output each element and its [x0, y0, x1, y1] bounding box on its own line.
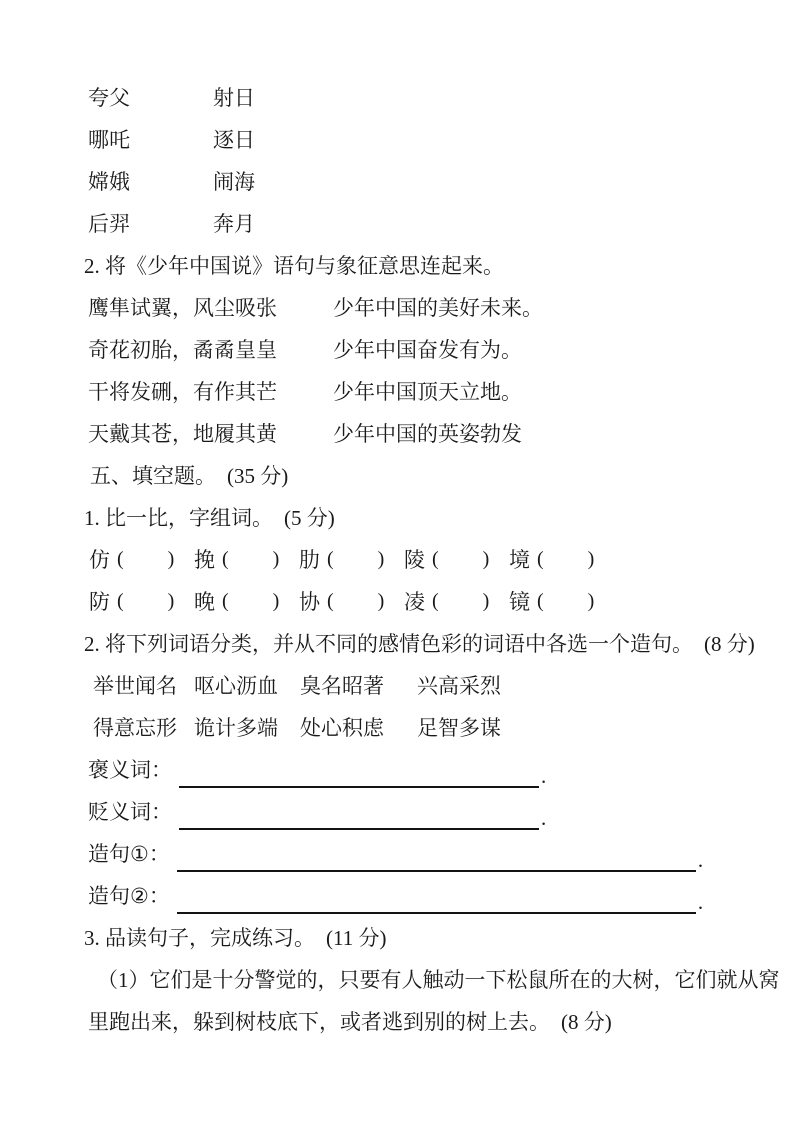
paren-close: ): [272, 589, 280, 612]
paren-close: ): [482, 547, 490, 570]
paren-open: (: [222, 547, 229, 570]
q3-pindu-score: (11 分): [326, 926, 387, 950]
q3-item1-line2: [0, 1000, 793, 1042]
paren-open: (: [432, 589, 439, 612]
paren-close: ): [377, 547, 385, 570]
zuci-char: 境: [509, 548, 530, 572]
q1-zuci-title: 1. 比一比，字组词。: [84, 506, 273, 530]
blank-row-zaoju2: [0, 874, 793, 916]
zuci-cell: [299, 586, 404, 616]
q3-pindu-title-row: [0, 916, 793, 958]
q2-fenlei-title: 2. 将下列词语分类，并从不同的感情色彩的词语中各选一个造句。: [84, 632, 693, 656]
zuci-char: 挽: [194, 548, 215, 572]
myth-right-naohai: 闹海: [213, 170, 255, 194]
word-item: 足智多谋: [417, 716, 501, 740]
zuci-cell: [194, 586, 299, 616]
myth-match-row-4: [0, 202, 793, 244]
section-five-score: (35 分): [227, 464, 289, 488]
myth-left-houyi: 后羿: [88, 212, 130, 236]
paren-close: ): [272, 547, 280, 570]
paren-close: ): [587, 589, 595, 612]
blank-end-period: .: [697, 889, 704, 914]
q2-right-3: 少年中国顶天立地。: [333, 380, 522, 404]
myth-right-zhuri: 逐日: [213, 128, 255, 152]
zuci-cell: [89, 586, 194, 616]
zuci-char: 仿: [89, 548, 110, 572]
zuci-char: 防: [89, 590, 110, 614]
myth-match-row-3: [0, 160, 793, 202]
q3-pindu-title: 3. 品读句子，完成练习。: [84, 926, 315, 950]
blank-label-zaoju2: 造句②：: [88, 884, 170, 908]
blank-end-period: .: [697, 847, 704, 872]
blank-label-zaoju1: 造句①：: [88, 842, 170, 866]
zuci-char: 凌: [404, 590, 425, 614]
zuci-char: 陵: [404, 548, 425, 572]
myth-right-sheri: 射日: [213, 86, 255, 110]
blank-row-baoyi: [0, 748, 793, 790]
q2-left-1: 鹰隼试翼，风尘吸张: [88, 296, 277, 320]
word-item: 处心积虑: [300, 716, 384, 740]
zuci-char: 肋: [299, 548, 320, 572]
q2-left-2: 奇花初胎，矞矞皇皇: [88, 338, 277, 362]
paren-close: ): [167, 589, 175, 612]
myth-right-benyue: 奔月: [213, 212, 255, 236]
word-item: 兴高采烈: [417, 674, 501, 698]
q2-right-2: 少年中国奋发有为。: [333, 338, 522, 362]
section-five-heading-row: [0, 454, 793, 496]
q2-match-row-2: [0, 328, 793, 370]
q3-item1-score: (8 分): [561, 1010, 612, 1034]
myth-match-row-2: [0, 118, 793, 160]
q2-words-row-2: [0, 706, 793, 748]
q3-item1-line1: [0, 958, 793, 1000]
zuci-cell: [509, 544, 614, 574]
blank-label-biyi: 贬义词：: [88, 800, 172, 824]
zuci-cell: [89, 544, 194, 574]
paren-open: (: [327, 547, 334, 570]
paren-open: (: [117, 547, 124, 570]
q2-right-1: 少年中国的美好未来。: [333, 296, 543, 320]
zuci-char: 晚: [194, 590, 215, 614]
q2-fenlei-score: (8 分): [704, 632, 755, 656]
paren-close: ): [587, 547, 595, 570]
q2-match-title-text: 2. 将《少年中国说》语句与象征意思连起来。: [84, 254, 504, 278]
paren-open: (: [432, 547, 439, 570]
myth-left-change: 嫦娥: [88, 170, 130, 194]
paren-open: (: [117, 589, 124, 612]
section-five-heading: 五、填空题。: [90, 464, 216, 488]
word-item: 举世闻名: [93, 674, 177, 698]
answer-blank-line: [177, 890, 696, 914]
zuci-cell: [404, 544, 509, 574]
paren-close: ): [167, 547, 175, 570]
q2-words-row-1: [0, 664, 793, 706]
answer-blank-line: [179, 806, 539, 830]
paren-close: ): [377, 589, 385, 612]
myth-left-nezha: 哪吒: [88, 128, 130, 152]
q3-item1-line1-text: （1）它们是十分警觉的，只要有人触动一下松鼠所在的大树，它们就从窝: [97, 968, 780, 992]
word-item: 臭名昭著: [300, 674, 384, 698]
q2-match-row-1: [0, 286, 793, 328]
blank-end-period: .: [541, 763, 547, 788]
blank-row-biyi: [0, 790, 793, 832]
paren-open: (: [222, 589, 229, 612]
q2-match-row-3: [0, 370, 793, 412]
answer-blank-line: [179, 764, 539, 788]
word-item: 诡计多端: [194, 716, 278, 740]
q1-zuci-score: (5 分): [284, 506, 335, 530]
q2-match-title: [0, 244, 793, 286]
zuci-char: 镜: [509, 590, 530, 614]
blank-label-baoyi: 褒义词：: [88, 758, 172, 782]
blank-row-zaoju1: [0, 832, 793, 874]
q1-zuci-title-row: [0, 496, 793, 538]
q1-zuci-row-2: [0, 580, 793, 622]
zuci-cell: [299, 544, 404, 574]
zuci-cell: [194, 544, 299, 574]
zuci-cell: [404, 586, 509, 616]
paren-open: (: [537, 547, 544, 570]
word-item: 得意忘形: [93, 716, 177, 740]
q2-fenlei-title-row: [0, 622, 793, 664]
q3-item1-line2-text: 里跑出来，躲到树枝底下，或者逃到别的树上去。: [88, 1010, 550, 1034]
blank-end-period: .: [541, 805, 547, 830]
q2-match-row-4: [0, 412, 793, 454]
zuci-char: 协: [299, 590, 320, 614]
myth-left-kuafu: 夸父: [88, 86, 130, 110]
zuci-cell: [509, 586, 614, 616]
q2-right-4: 少年中国的英姿勃发: [333, 422, 522, 446]
word-item: 呕心沥血: [194, 674, 278, 698]
paren-close: ): [482, 589, 490, 612]
q2-left-3: 干将发硎，有作其芒: [88, 380, 277, 404]
q1-zuci-row-1: [0, 538, 793, 580]
paren-open: (: [327, 589, 334, 612]
myth-match-row-1: [0, 76, 793, 118]
answer-blank-line: [177, 848, 696, 872]
paren-open: (: [537, 589, 544, 612]
q2-left-4: 天戴其苍，地履其黄: [88, 422, 277, 446]
